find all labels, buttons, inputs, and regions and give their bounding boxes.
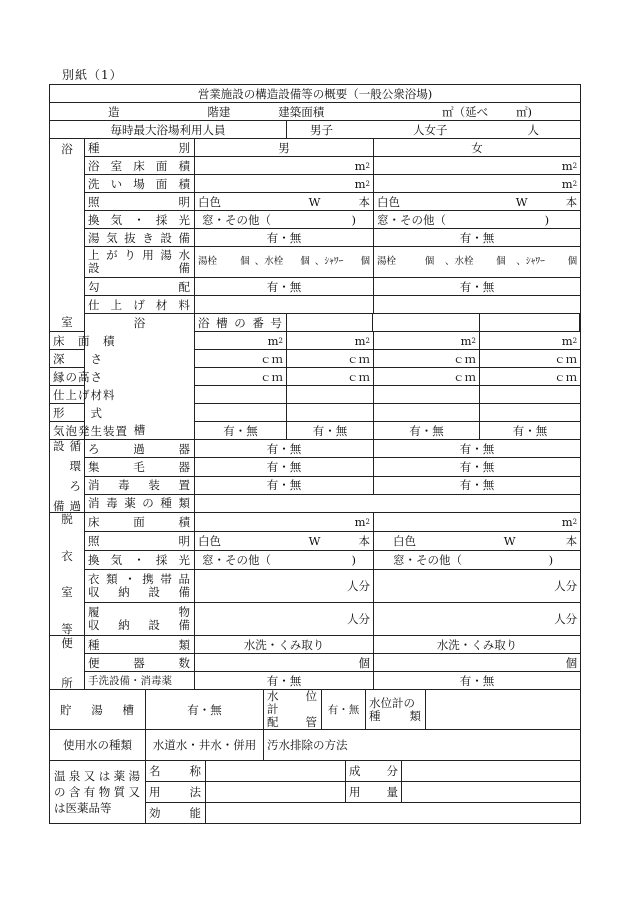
spa-component-label: 成 分: [346, 761, 402, 782]
structure-row: [50, 103, 581, 121]
dressing-lighting-male[interactable]: 白色 W 本: [195, 532, 374, 551]
main-table: [49, 84, 581, 690]
tub-bubble-4[interactable]: 有・無: [480, 422, 581, 440]
female-header: 女: [374, 139, 581, 157]
tub-depth-1[interactable]: ｃｍ: [195, 350, 287, 368]
bathroom-section-bottom: 室: [61, 315, 73, 329]
disinfect-female[interactable]: 有・無: [374, 476, 581, 494]
ventilation-male[interactable]: 窓・その他（ ): [195, 211, 374, 229]
dressing-floor-female[interactable]: $m^2$: [374, 513, 581, 532]
spa-usage-label: 用 法: [146, 782, 206, 803]
filtration-col2-3: ろ: [69, 479, 81, 493]
steam-female[interactable]: 有・無: [374, 229, 581, 247]
tub-rim-label: 縁の高さ: [50, 368, 85, 386]
dressing-floor-male[interactable]: $m^2$: [195, 513, 374, 532]
tub-number-1[interactable]: [287, 314, 373, 332]
male-label: 男子: [310, 122, 333, 137]
gauge-pipe-value[interactable]: 有・無: [322, 690, 366, 730]
bath-floor-area-female[interactable]: $m^2$: [374, 157, 581, 175]
male-header: 男: [195, 139, 374, 157]
hair-catcher-male[interactable]: 有・無: [195, 458, 374, 476]
tub-section: [85, 314, 195, 440]
tub-finish-1[interactable]: [195, 386, 287, 404]
tub-floor-area-label: 床 面 積: [50, 332, 85, 350]
dressing-section-1: 脱: [61, 512, 73, 526]
tub-shape-label: 形 式: [50, 404, 85, 422]
tub-depth-3[interactable]: ｃｍ: [374, 350, 480, 368]
tub-rim-3[interactable]: ｃｍ: [374, 368, 480, 386]
spa-efficacy-label: 効 能: [146, 803, 206, 824]
gauge-pipe-label: 水 位 計 配 管: [264, 690, 322, 730]
toilet-type-female[interactable]: 水洗・くみ取り: [374, 636, 581, 654]
tub-number-3[interactable]: [480, 314, 580, 332]
toilet-count-label: 便器数: [85, 654, 195, 672]
bathroom-section: [50, 139, 85, 332]
dressing-section-4: 等: [61, 621, 73, 636]
dressing-section-2: 衣: [61, 548, 73, 563]
bath-finish-female[interactable]: [374, 296, 581, 314]
spa-efficacy-value[interactable]: [206, 803, 581, 824]
dressing-ventilation-label: 換気・採光: [85, 551, 195, 570]
hot-water-female[interactable]: 湯栓 個 、水栓 個 、ｼｬﾜｰ 個: [374, 247, 581, 278]
bathroom-section-top: 浴: [61, 142, 73, 156]
floor-area-total-unit: ㎡): [516, 104, 533, 119]
tub-bubble-label: 気泡発生装置: [50, 422, 85, 440]
spa-component-value[interactable]: [402, 761, 581, 782]
disinfect-label: 消毒装置: [85, 476, 195, 494]
tub-section-bottom: 槽: [133, 423, 146, 437]
chemical-label: 消毒薬の種類: [85, 494, 195, 512]
tub-depth-label: 深 さ: [50, 350, 85, 368]
tub-floor-area-3[interactable]: $m^2$: [374, 332, 480, 350]
wash-area-male[interactable]: $m^2$: [195, 175, 374, 193]
chemical-value[interactable]: [195, 494, 581, 512]
tub-finish-4[interactable]: [480, 386, 581, 404]
wash-area-female[interactable]: $m^2$: [374, 175, 581, 193]
male-unit: 人: [413, 122, 425, 137]
tub-number-2[interactable]: [373, 314, 480, 332]
dressing-section-3: 室: [61, 585, 73, 600]
filtration-col2-1: 循: [69, 439, 81, 453]
ventilation-female[interactable]: 窓・その他（ ): [374, 211, 581, 229]
filtration-col2-4: 過: [69, 499, 81, 513]
spa-amount-value[interactable]: [402, 782, 581, 803]
steam-label: 湯気抜き設備: [85, 229, 195, 247]
max-users-label: 毎時最大浴場利用人員: [50, 121, 287, 139]
filtration-section: [50, 440, 85, 513]
tub-number-4[interactable]: [580, 314, 581, 332]
bottom-table: [49, 689, 581, 730]
tub-floor-area-2[interactable]: $m^2$: [287, 332, 374, 350]
handwash-female[interactable]: 有・無: [374, 672, 581, 690]
hair-catcher-female[interactable]: 有・無: [374, 458, 581, 476]
lighting-male[interactable]: 白色 W 本: [195, 193, 374, 211]
drain-method-label: 汚水排除の方法: [264, 730, 366, 761]
clothes-storage-label: 衣類・携帯品 収納設備: [85, 570, 195, 603]
tub-rim-1[interactable]: ｃｍ: [195, 368, 287, 386]
spa-amount-label: 用 量: [346, 782, 402, 803]
spa-usage-value[interactable]: [206, 782, 346, 803]
filtration-col1-2: 備: [53, 499, 65, 513]
tub-floor-area-4[interactable]: $m^2$: [480, 332, 581, 350]
filter-label: ろ 過 器: [85, 440, 195, 458]
storage-tank-label: 貯 湯 槽: [50, 690, 146, 730]
dressing-lighting-label: 照 明: [85, 532, 195, 551]
tub-shape-4[interactable]: [480, 404, 581, 422]
shoe-storage-male[interactable]: 人分: [195, 603, 374, 636]
spa-name-value[interactable]: [206, 761, 346, 782]
spa-label: 温泉又は薬湯 の含有物質又 は医薬品等: [50, 761, 146, 824]
hair-catcher-label: 集 毛 器: [85, 458, 195, 476]
water-table: [49, 729, 581, 761]
tub-shape-2[interactable]: [287, 404, 374, 422]
steam-male[interactable]: 有・無: [195, 229, 374, 247]
type-label: 種 別: [85, 139, 195, 157]
toilet-type-male[interactable]: 水洗・くみ取り: [195, 636, 374, 654]
female-unit: 人: [527, 122, 539, 137]
form-title: 営業施設の構造設備等の概要（一般公衆浴場): [50, 85, 581, 103]
filter-female[interactable]: 有・無: [374, 440, 581, 458]
slope-male[interactable]: 有・無: [195, 278, 374, 296]
attachment-label: 別紙（1）: [62, 68, 123, 82]
tub-shape-1[interactable]: [195, 404, 287, 422]
dressing-lighting-female[interactable]: 白色 W 本: [374, 532, 581, 551]
dressing-ventilation-female[interactable]: 窓・その他（ ): [374, 551, 581, 570]
bath-floor-area-male[interactable]: $m^2$: [195, 157, 374, 175]
toilet-section-2: 所: [61, 675, 73, 690]
handwash-male[interactable]: 有・無: [195, 672, 374, 690]
filtration-col2-2: 環: [69, 459, 81, 473]
tub-number-label: 浴槽の番号: [195, 314, 287, 332]
facility-form: [49, 84, 580, 824]
gauge-type-label: 水位計の 種 類: [366, 690, 426, 730]
dressing-section: [50, 513, 85, 636]
shoe-storage-female[interactable]: 人分: [374, 603, 581, 636]
slope-female[interactable]: 有・無: [374, 278, 581, 296]
hot-water-male[interactable]: 湯栓 個 、水栓 個 、ｼｬﾜｰ 個: [195, 247, 374, 278]
structure-label: 造: [108, 104, 120, 119]
spa-name-label: 名 称: [146, 761, 206, 782]
gauge-type-value[interactable]: [426, 690, 581, 730]
filter-male[interactable]: 有・無: [195, 440, 374, 458]
tub-rim-2[interactable]: ｃｍ: [287, 368, 374, 386]
water-type-value[interactable]: 水道水・井水・併用: [146, 730, 264, 761]
filtration-col1-1: 設: [53, 439, 65, 453]
building-area-label: 建築面積: [278, 104, 325, 119]
tub-bubble-3[interactable]: 有・無: [374, 422, 480, 440]
toilet-section: [50, 636, 85, 690]
bath-finish-label: 仕上げ材料: [85, 296, 195, 314]
tub-depth-4[interactable]: ｃｍ: [480, 350, 581, 368]
shoe-storage-label: 履 物 収納設備: [85, 603, 195, 636]
tub-finish-label: 仕上げ材料: [50, 386, 85, 404]
tub-finish-2[interactable]: [287, 386, 374, 404]
floors-label: 階建: [207, 104, 231, 119]
tub-bubble-2[interactable]: 有・無: [287, 422, 374, 440]
toilet-type-label: 種 類: [85, 636, 195, 654]
tub-shape-3[interactable]: [374, 404, 480, 422]
toilet-count-male[interactable]: 個: [195, 654, 374, 672]
lighting-female[interactable]: 白色 W 本: [374, 193, 581, 211]
bath-floor-area-label: 浴室床面積: [85, 157, 195, 175]
tub-section-top: 浴: [133, 316, 146, 330]
clothes-storage-female[interactable]: 人分: [374, 570, 581, 603]
floor-area-total-label: ㎡（延べ: [442, 104, 489, 119]
tub-floor-area-1[interactable]: $m^2$: [195, 332, 287, 350]
tub-bubble-1[interactable]: 有・無: [195, 422, 287, 440]
disinfect-male[interactable]: 有・無: [195, 476, 374, 494]
max-users-values: [287, 121, 581, 139]
female-label: 女子: [424, 122, 448, 137]
water-type-label: 使用水の種類: [50, 730, 146, 761]
toilet-count-female[interactable]: 個: [374, 654, 581, 672]
toilet-section-1: 便: [61, 635, 73, 650]
hot-water-label: 上がり用湯水 設 備: [85, 247, 195, 278]
storage-tank-value[interactable]: 有・無: [146, 690, 264, 730]
ventilation-label: 換気・採光: [85, 211, 195, 229]
wash-area-label: 洗い場面積: [85, 175, 195, 193]
lighting-label: 照 明: [85, 193, 195, 211]
bath-finish-male[interactable]: [195, 296, 374, 314]
dressing-ventilation-male[interactable]: 窓・その他（ ): [195, 551, 374, 570]
tub-depth-2[interactable]: ｃｍ: [287, 350, 374, 368]
handwash-label: 手洗設備・消毒薬: [85, 672, 195, 690]
tub-finish-3[interactable]: [374, 386, 480, 404]
spa-table: [49, 760, 581, 824]
dressing-floor-label: 床 面 積: [85, 513, 195, 532]
drain-method-value[interactable]: [366, 730, 581, 761]
clothes-storage-male[interactable]: 人分: [195, 570, 374, 603]
slope-label: 勾 配: [85, 278, 195, 296]
tub-rim-4[interactable]: ｃｍ: [480, 368, 581, 386]
